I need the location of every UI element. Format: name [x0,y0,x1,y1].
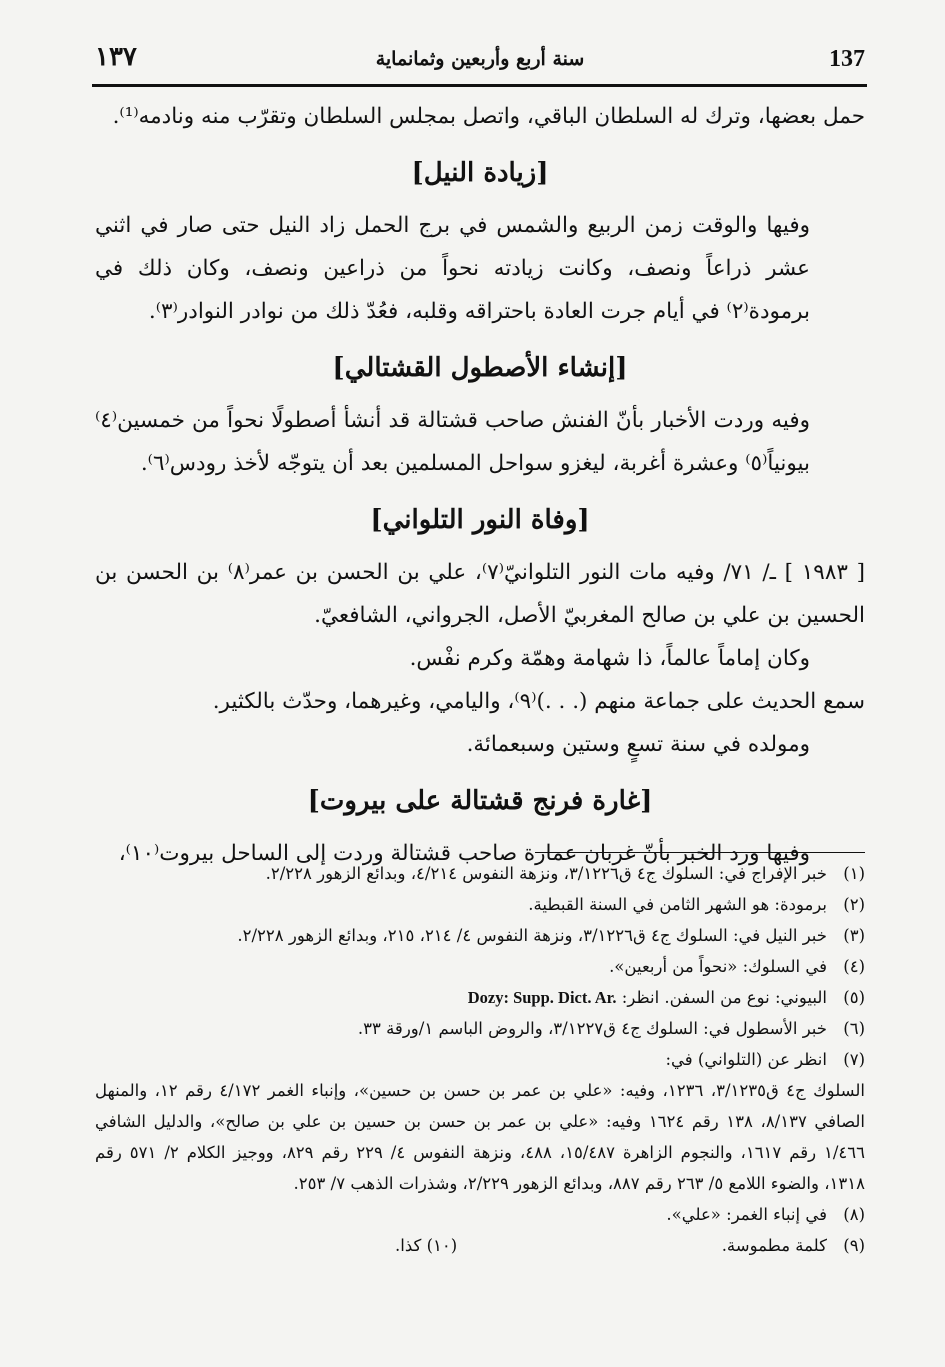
footnote-text-latin: Dozy: Supp. Dict. Ar. [467,988,617,1007]
footnote-number: (١) [843,864,865,883]
footnote-text: كلمة مطموسة. [721,1236,827,1255]
running-title: سنة أربع وأربعين وثمانماية [375,48,585,70]
footnote-number: (٨) [843,1205,865,1224]
paragraph-7: ومولده في سنة تسعٍ وستين وسبعمائة. [466,732,810,757]
footnote-number: (٤) [843,957,865,976]
footnote-7 [95,1044,865,1075]
footnote-text: برمودة: هو الشهر الثامن في السنة القبطية. [528,895,827,914]
footnote-rule [535,852,865,853]
footnote-number: (٧) [843,1050,865,1069]
footnote-3 [95,920,865,951]
paragraph-3: وفيه وردت الأخبار بأنّ الفنش صاحب قشتالة قد أنشأ أصطولًا نحواً من خمسين⁽٤⁾ بيونياً⁽٥⁾ وعشرة أغربة، ليغزو سواحل المسلمين بعد أن يتوجّه لأخذ رودس⁽٦⁾. [95,408,810,476]
page-number-arabic: ١٣٧ [95,42,137,72]
footnote-2 [95,889,865,920]
footnote-text: خبر الأسطول في: السلوك ج٤ ق٣/١٢٢٧، والروض الباسم ١/ورقة ٣٣. [357,1019,827,1038]
paragraph-8: وفيها ورد الخبر بأنّ غربان عمارة صاحب قشتالة وردت إلى الساحل بيروت⁽١٠⁾، [118,841,810,866]
footnote-text [95,982,827,1013]
footnote-5 [95,982,865,1013]
footnote-number: (٢) [843,895,865,914]
page-header [95,38,865,86]
footnote-text: في السلوك: «نحواً من أربعين». [609,957,827,976]
paragraph-2: وفيها والوقت زمن الربيع والشمس في برج الحمل زاد النيل حتى صار في اثني عشر ذراعاً ونصف، وكانت زيادته نحواً من ذراعين ونصف، وكان ذلك في برمودة⁽٢⁾ في أيام جرت العادة باحتراقه وقلبه، فعُدّ ذلك من نوادر النوادر⁽٣⁾. [95,213,810,324]
heading-nile-rise: [زيادة النيل] [411,158,549,188]
footnote-number: (٣) [843,926,865,945]
footnote-1 [95,858,865,889]
paragraph-1: حمل بعضها، وترك له السلطان الباقي، واتصل بمجلس السلطان وتقرّب منه ونادمه⁽¹⁾. [112,104,865,129]
heading-death-tilwani: [وفاة النور التلواني] [370,505,590,535]
footnote-text: خبر النيل في: السلوك ج٤ ق٣/١٢٢٦، ونزهة النفوس ٤/ ٢١٤، ٢١٥، وبدائع الزهور ٢/٢٢٨. [237,926,827,945]
heading-beirut-raid: [غارة فرنج قشتالة على بيروت] [307,786,653,816]
paragraph-4: [ ١٩٨٣ ] ـ/ ٧١/ وفيه مات النور التلوانيّ⁽٧⁾، علي بن الحسن بن عمر⁽٨⁾ بن الحسن بن الحسين بن علي بن صالح المغربيّ الأصل، الجرواني، الشافعيّ. [95,560,865,628]
footnote-text-arabic: البيوني: نوع من السفن. انظر: [621,988,827,1007]
main-text [95,95,865,875]
page-number-latin: 137 [829,46,865,72]
footnotes [95,858,865,1261]
heading-fleet: [إنشاء الأصطول القشتالي] [332,353,628,383]
footnote-7-sources: السلوك ج٤ ق٣/١٢٣٥، ١٢٣٦، وفيه: «علي بن عمر بن حسن بن حسين»، وإنباء الغمر ٤/١٧٢ رقم ١٢، والمنهل الصافي ٨/١٣٧، ١٣٨ رقم ١٦٢٤ وفيه: «علي بن عمر بن حسن بن حسين بن علي بن صالح»، والدليل الشافي ١/٤٦٦ رقم ١٦١٧، والنجوم الزاهرة ١٥/٤٨٧، ٤٨٨، ونزهة النفوس ٤/ ٢٢٩ رقم ٨٢٩، ووجيز الكلام ٢/ ٥٧١ رقم ١٣١٨، والضوء اللامع ٥/ ٢٦٣ رقم ٨٨٧، وبدائع الزهور ٢/٢٢٩، وشذرات الذهب ٧/ ٢٥٣. [95,1081,866,1193]
footnote-8 [95,1199,865,1230]
footnote-text: خبر الإفراج في: السلوك ج٤ ق٣/١٢٢٦، ونزهة النفوس ٤/٢١٤، وبدائع الزهور ٢/٢٢٨. [265,864,827,883]
footnote-10: (١٠) كذا. [395,1236,458,1255]
footnote-number: (٩) [843,1236,865,1255]
header-rule [92,84,867,87]
footnote-number: (٥) [843,988,865,1007]
footnote-text: انظر عن (التلواني) في: [665,1050,827,1069]
footnote-6 [95,1013,865,1044]
footnote-number: (٦) [843,1019,865,1038]
footnote-text: في إنباء الغمر: «علي». [666,1205,827,1224]
footnote-9 [95,1230,865,1261]
footnote-4 [95,951,865,982]
paragraph-5: وكان إماماً عالماً، ذا شهامة وهمّة وكرم نفْس. [409,646,810,671]
paragraph-6: سمع الحديث على جماعة منهم (. . .)⁽٩⁾، واليامي، وغيرهما، وحدّث بالكثير. [212,689,865,714]
